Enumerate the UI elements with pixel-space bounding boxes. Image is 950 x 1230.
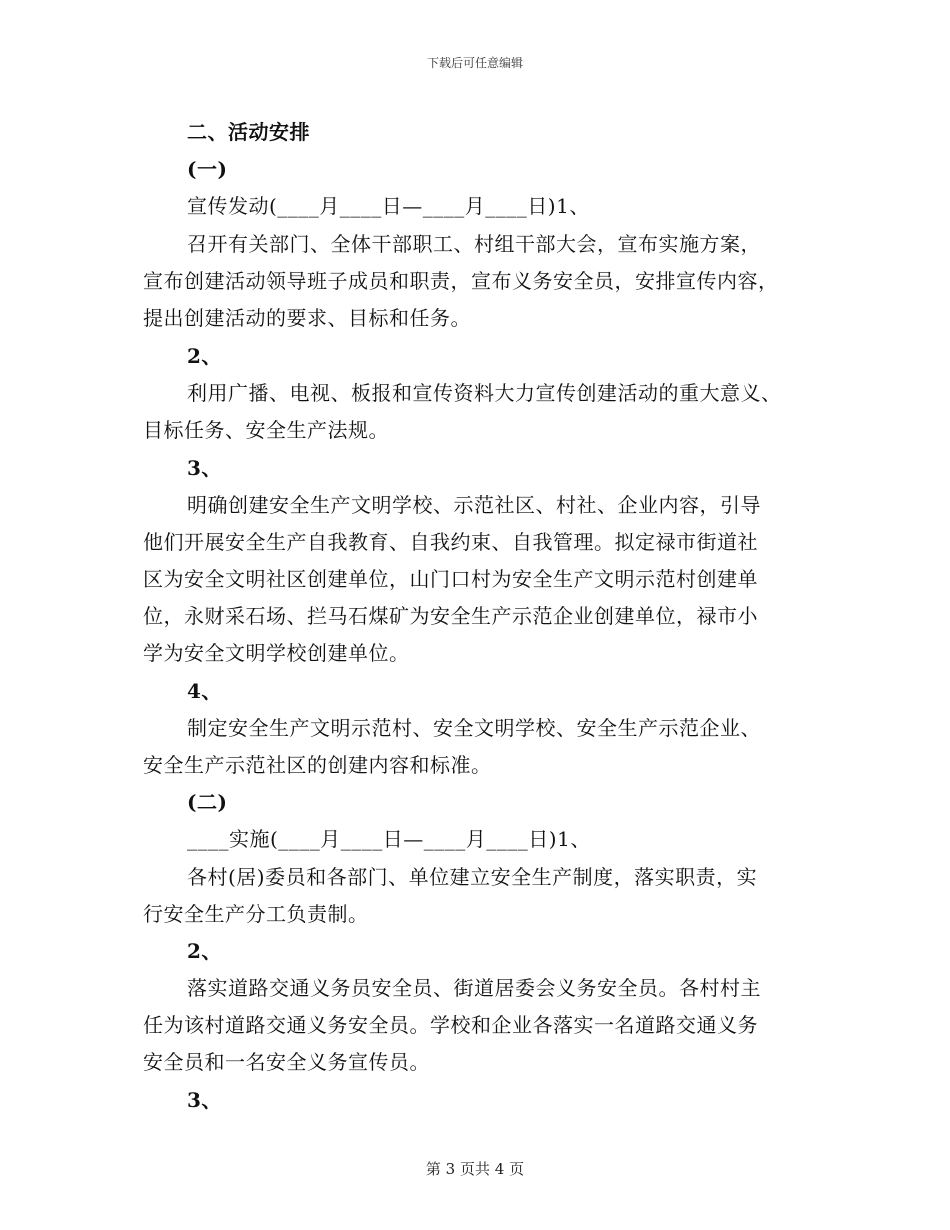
body-text-line: 行安全生产分工负责制。	[143, 902, 369, 926]
body-text-line: ____实施(____月____日—____月____日)1、	[187, 827, 591, 851]
section-heading: 4、	[187, 679, 222, 703]
section-heading: 二、活动安排	[187, 120, 310, 144]
body-text-line: 落实道路交通义务员安全员、街道居委会义务安全员。各村村主	[187, 976, 761, 1000]
section-heading: (一)	[187, 157, 228, 181]
section-heading: 3、	[187, 1088, 222, 1112]
body-text-line: 各村(居)委员和各部门、单位建立安全生产制度，落实职责，实	[187, 865, 758, 889]
section-heading: 2、	[187, 939, 222, 963]
body-text-line: 目标任务、安全生产法规。	[143, 418, 389, 442]
body-text-line: 任为该村道路交通义务安全员。学校和企业各落实一名道路交通义务	[143, 1013, 758, 1037]
body-text-line: 位，永财采石场、拦马石煤矿为安全生产示范企业创建单位，禄市小	[143, 604, 758, 628]
body-text-line: 安全员和一名安全义务宣传员。	[143, 1050, 430, 1074]
page-header: 下载后可任意编辑	[426, 56, 523, 70]
body-text-line: 宣布创建活动领导班子成员和职责，宣布义务安全员，安排宣传内容，	[143, 269, 779, 293]
body-text-line: 召开有关部门、全体干部职工、村组干部大会，宣布实施方案，	[187, 232, 761, 256]
body-text-line: 制定安全生产文明示范村、安全文明学校、安全生产示范企业、	[187, 716, 761, 740]
section-heading: 2、	[187, 344, 222, 368]
body-text-line: 学为安全文明学校创建单位。	[143, 641, 410, 665]
page-footer: 第 3 页共 4 页	[425, 1160, 525, 1178]
section-heading: 3、	[187, 456, 222, 480]
body-text-line: 利用广播、电视、板报和宣传资料大力宣传创建活动的重大意义、	[187, 381, 782, 405]
body-text-line: 安全生产示范社区的创建内容和标准。	[143, 753, 492, 777]
body-text-line: 区为安全文明社区创建单位，山门口村为安全生产文明示范村创建单	[143, 567, 758, 591]
section-heading: (二)	[187, 790, 228, 814]
body-text-line: 提出创建活动的要求、目标和任务。	[143, 306, 471, 330]
body-text-line: 他们开展安全生产自我教育、自我约束、自我管理。拟定禄市街道社	[143, 530, 758, 554]
body-text-line: 明确创建安全生产文明学校、示范社区、村社、企业内容，引导	[187, 493, 761, 517]
body-text-line: 宣传发动(____月____日—____月____日)1、	[187, 194, 590, 218]
